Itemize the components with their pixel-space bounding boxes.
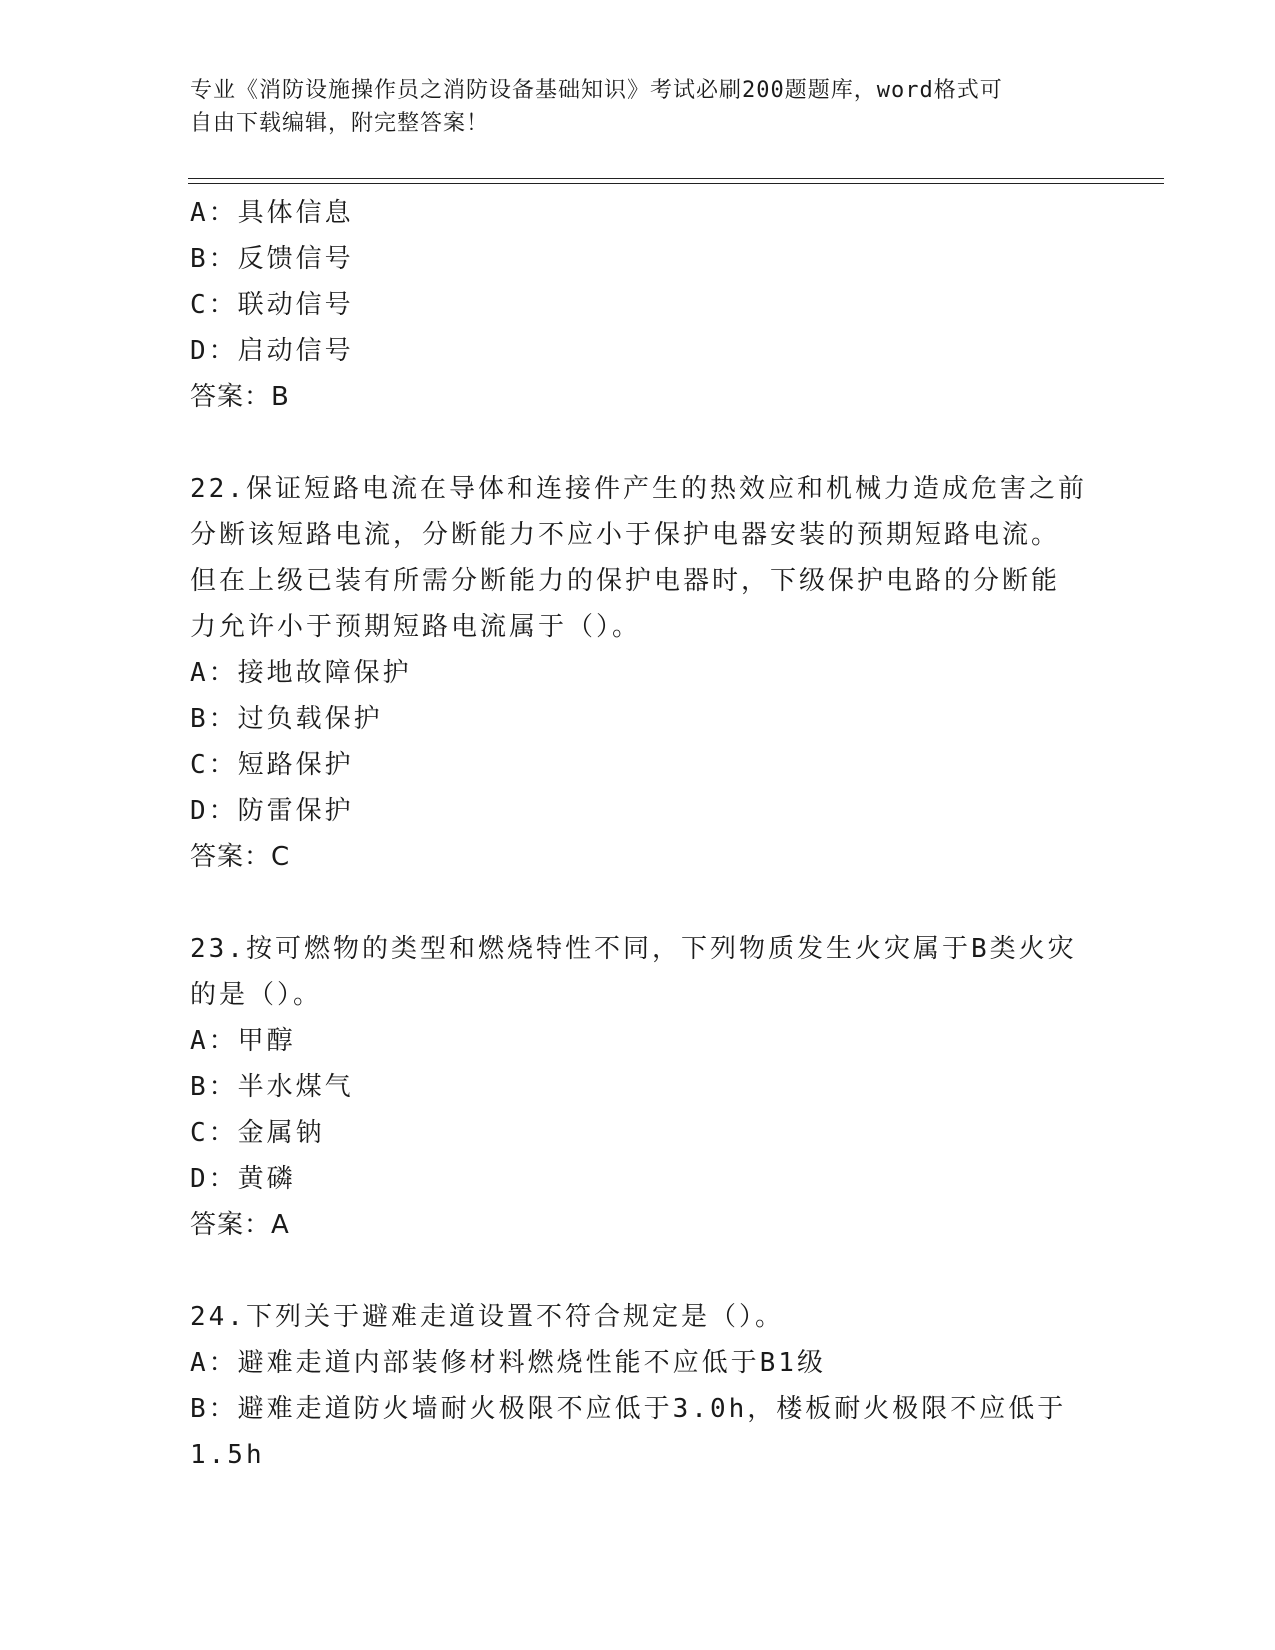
question-22 (190, 466, 1090, 880)
option-d: D：启动信号 (190, 336, 354, 366)
question-23 (190, 926, 1090, 1248)
answer: 答案：C (190, 842, 291, 872)
question-content (190, 190, 1090, 1478)
option-a: A：接地故障保护 (190, 658, 412, 688)
option-b: B：半水煤气 (190, 1072, 354, 1102)
option-d: D：黄磷 (190, 1164, 296, 1194)
spacer (190, 880, 1090, 926)
option-c: C：联动信号 (190, 290, 354, 320)
option-c: C：金属钠 (190, 1118, 325, 1148)
spacer (190, 420, 1090, 466)
option-b: B：反馈信号 (190, 244, 354, 274)
question-stem-line: 但在上级已装有所需分断能力的保护电器时，下级保护电路的分断能 (190, 566, 1061, 596)
option-d: D：防雷保护 (190, 796, 354, 826)
question-stem-line: 分断该短路电流，分断能力不应小于保护电器安装的预期短路电流。 (190, 520, 1061, 550)
question-21 (190, 190, 1090, 420)
question-24 (190, 1294, 1090, 1478)
option-b: B：过负载保护 (190, 704, 383, 734)
option-a: A：具体信息 (190, 198, 354, 228)
header-line-2: 自由下载编辑，附完整答案！ (190, 111, 490, 136)
question-stem-line: 力允许小于预期短路电流属于（）。 (190, 612, 642, 642)
answer: 答案：A (190, 1210, 290, 1240)
question-stem-line: 的是（）。 (190, 980, 323, 1010)
spacer (190, 1248, 1090, 1294)
option-b: B：避难走道防火墙耐火极限不应低于3.0h，楼板耐火极限不应低于 (190, 1394, 1067, 1424)
option-b-continued: 1.5h (190, 1440, 265, 1470)
question-stem-line: 23.按可燃物的类型和燃烧特性不同，下列物质发生火灾属于B类火灾 (190, 934, 1077, 964)
option-a: A：甲醇 (190, 1026, 296, 1056)
header-divider (188, 178, 1164, 184)
page-header (190, 74, 1090, 140)
question-stem-line: 22.保证短路电流在导体和连接件产生的热效应和机械力造成危害之前 (190, 474, 1087, 504)
option-a: A：避难走道内部装修材料燃烧性能不应低于B1级 (190, 1348, 826, 1378)
question-stem-line: 24.下列关于避难走道设置不符合规定是（）。 (190, 1302, 784, 1332)
header-line-1: 专业《消防设施操作员之消防设备基础知识》考试必刷200题题库，word格式可 (190, 78, 1003, 103)
answer: 答案：B (190, 382, 290, 412)
option-c: C：短路保护 (190, 750, 354, 780)
